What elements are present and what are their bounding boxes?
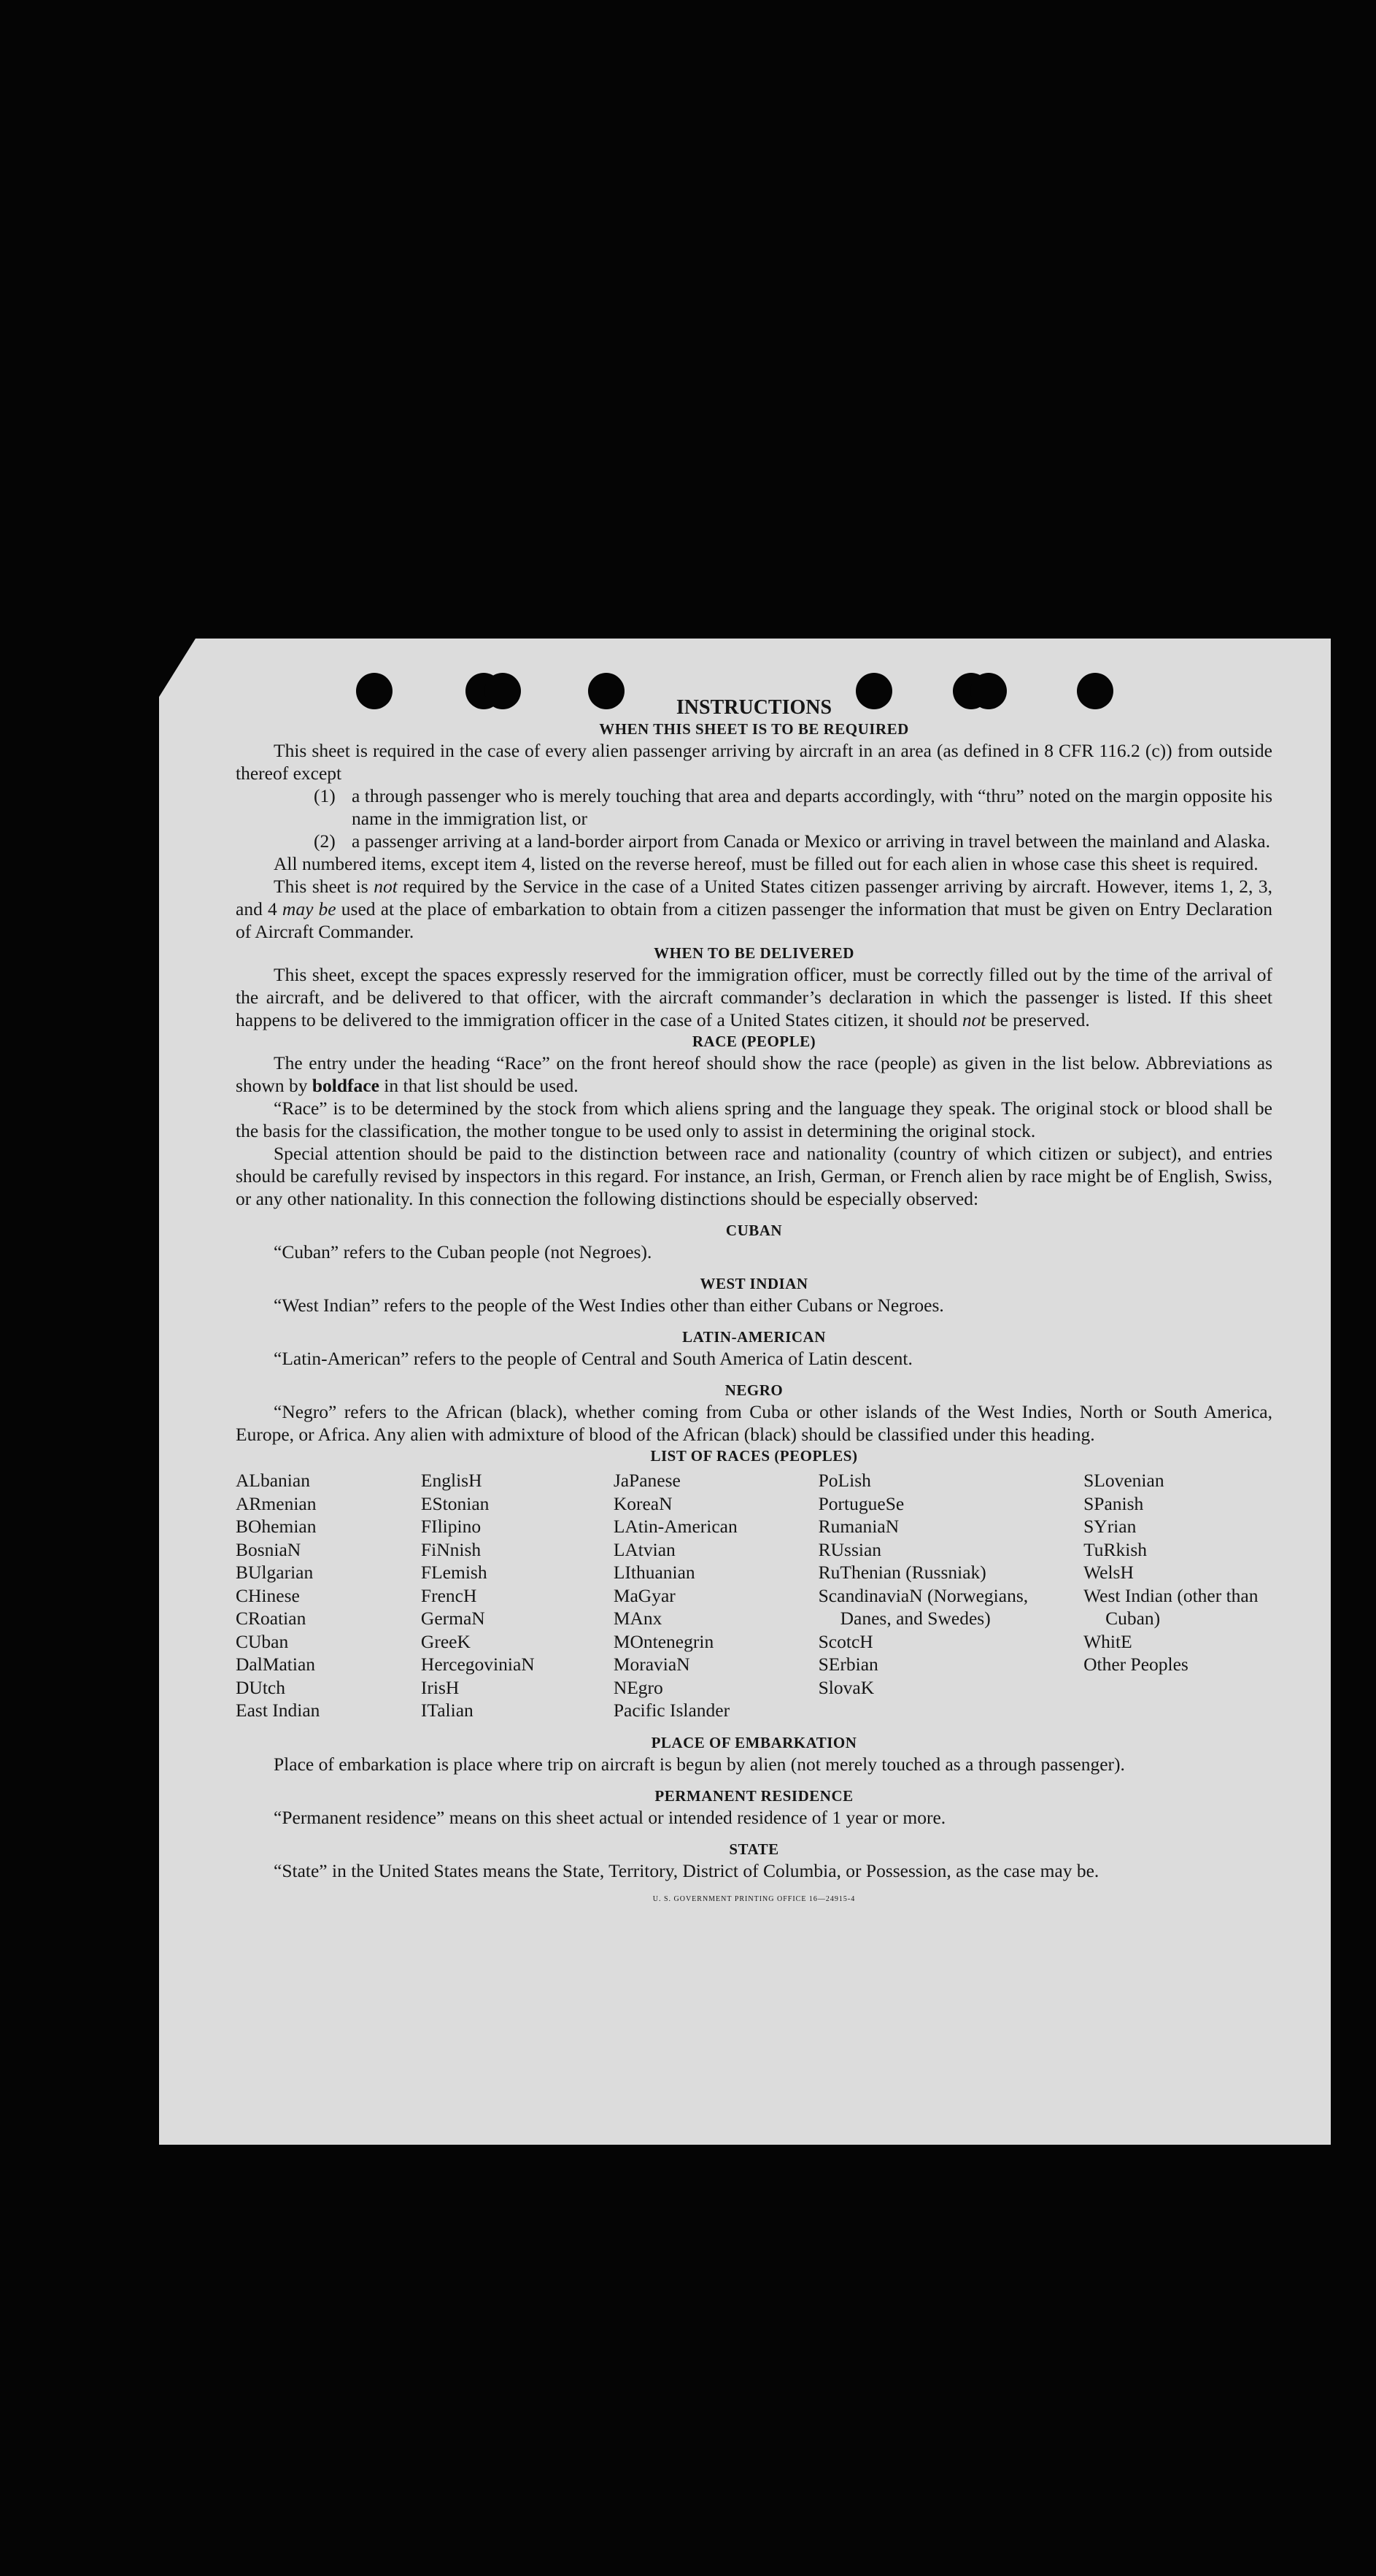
punch-hole [588,673,625,709]
race-entry: KoreaN [613,1492,673,1514]
race-entry: MOntenegrin [613,1630,714,1652]
race-entry: SYrian [1083,1516,1137,1537]
race-entry: FrencH [420,1584,477,1606]
race-entry: DalMatian [236,1654,316,1675]
race-entry: EnglisH [420,1470,482,1491]
race-entry: LIthuanian [613,1562,695,1583]
race-entry: ScotcH [818,1630,873,1652]
paragraph: “Latin-American” refers to the people of Central and South America of Latin descent. [274,1348,913,1369]
race-entry: DUtch [236,1676,285,1698]
race-entry: SPanish [1083,1492,1144,1514]
race-entry: LAtvian [613,1538,676,1560]
race-entry: GreeK [420,1630,471,1652]
instruction-sheet [159,639,1331,2145]
race-entry: LAtin-American [613,1516,738,1537]
race-entry: Other Peoples [1083,1654,1188,1675]
race-entry: SLovenian [1083,1470,1164,1491]
race-entry: WelsH [1083,1562,1134,1583]
race-entry: SlovaK [818,1676,875,1698]
printer-imprint: U. S. GOVERNMENT PRINTING OFFICE 16—24915-4 [652,1894,856,1903]
race-entry: BosniaN [236,1538,301,1560]
race-entry: Pacific Islander [613,1700,730,1721]
race-entry: RumaniaN [818,1516,900,1537]
punch-hole [856,673,892,709]
race-column [819,1469,1083,1722]
race-list [236,1469,1272,1722]
race-column [614,1469,819,1722]
race-entry: CRoatian [236,1608,306,1629]
race-entry: MoraviaN [613,1654,690,1675]
section-heading-required: WHEN THIS SHEET IS TO BE REQUIRED [599,720,909,738]
punch-hole [484,673,521,709]
paragraph: This sheet is required in the case of every alien passenger arriving by aircraft in an area (as defined in 8 CFR 116.2 (c)) from outside thereof except [236,740,1272,784]
race-entry: EStonian [420,1492,490,1514]
race-entry: East Indian [236,1700,320,1721]
race-entry: PoLish [818,1470,871,1491]
list-item: (1) a through passenger who is merely touching that area and departs accordingly, with “thru” noted on the margin opposite his name in the immigration list, or [314,785,1272,829]
paragraph: This sheet is not required by the Service in the case of a United States citizen passenger arriving by aircraft. However, items 1, 2, 3, and 4 may be used at the place of embarkation to obtain from a citizen passenger the information that must be given on Entry Declaration of Aircraft Commander. [236,876,1272,942]
race-entry: MaGyar [613,1584,676,1606]
paragraph: “Cuban” refers to the Cuban people (not Negroes). [274,1241,652,1262]
punch-hole [970,673,1007,709]
race-entry: PortugueSe [818,1492,905,1514]
race-entry: ITalian [420,1700,474,1721]
race-entry: RUssian [818,1538,882,1560]
paragraph: Place of embarkation is place where trip on aircraft is begun by alien (not merely touched as a through passenger). [274,1753,1125,1775]
paragraph: “Race” is to be determined by the stock from which aliens spring and the language they speak. The original stock or blood shall be the basis for the classification, the mother tongue to be used only to assist in determining the original stock. [236,1098,1272,1141]
section-heading-west-indian: WEST INDIAN [700,1275,808,1292]
paragraph: “Permanent residence” means on this sheet actual or intended residence of 1 year or more. [274,1806,946,1828]
race-entry: ARmenian [236,1492,317,1514]
punch-hole [356,673,393,709]
section-heading-embarkation: PLACE OF EMBARKATION [651,1733,857,1751]
paragraph: “State” in the United States means the State, Territory, District of Columbia, or Possession, as the case may be. [274,1859,1099,1881]
race-entry: BOhemian [236,1516,317,1537]
race-entry: CHinese [236,1584,300,1606]
race-entry: FIlipino [420,1516,482,1537]
paragraph: Special attention should be paid to the distinction between race and nationality (country of which citizen or subject), and entries should be carefully revised by inspectors in this regard. For instance, an Irish, German, or French alien by race might be of English, Swiss, or any other nationality. In this connection the following distinctions should be especially observed: [236,1143,1272,1209]
race-column [236,1469,421,1722]
section-heading-cuban: CUBAN [725,1222,783,1239]
race-entry: BUlgarian [236,1562,314,1583]
section-heading-negro: NEGRO [724,1381,784,1399]
list-item: (2) a passenger arriving at a land-border airport from Canada or Mexico or arriving in travel between the mainland and Alaska. [314,830,1270,852]
race-entry: HercegoviniaN [420,1654,535,1675]
folded-corner [159,639,196,697]
race-entry: RuThenian (Russniak) [818,1562,986,1583]
race-entry: ALbanian [236,1470,310,1491]
paragraph: “Negro” refers to the African (black), whether coming from Cuba or other islands of the West Indies, North or South America, Europe, or Africa. Any alien with admixture of blood of the African (black) should be classified under this heading. [236,1401,1272,1445]
race-entry: FLemish [420,1562,487,1583]
paragraph: This sheet, except the spaces expressly reserved for the immigration officer, must be correctly filled out by the time of the arrival of the aircraft, and be delivered to that officer, with the aircraft commander’s declaration in which the passenger is listed. If this sheet happens to be delivered to the immigration officer in the case of a United States citizen, it should not be preserved. [236,964,1272,1030]
paragraph: All numbered items, except item 4, listed on the reverse hereof, must be filled out for each alien in whose case this sheet is required. [274,853,1259,874]
race-entry: CUban [236,1630,289,1652]
section-heading-race-list: LIST OF RACES (PEOPLES) [650,1447,858,1465]
race-entry: SErbian [818,1654,878,1675]
punch-hole [1077,673,1113,709]
race-entry: IrisH [420,1676,460,1698]
section-heading-latin-american: LATIN-AMERICAN [682,1328,826,1346]
section-heading-delivered: WHEN TO BE DELIVERED [654,944,854,962]
race-entry: ScandinaviaN (Norwegians, Danes, and Swedes) [818,1584,1029,1629]
page-title: INSTRUCTIONS [676,696,832,719]
race-column [1083,1469,1272,1722]
race-entry: FiNnish [420,1538,482,1560]
section-heading-race: RACE (PEOPLE) [692,1033,816,1050]
section-heading-residence: PERMANENT RESIDENCE [654,1786,854,1805]
race-entry: TuRkish [1083,1538,1148,1560]
race-entry: JaPanese [613,1470,681,1491]
race-entry: GermaN [420,1608,485,1629]
race-entry: West Indian (other than Cuban) [1083,1584,1259,1629]
paragraph: The entry under the heading “Race” on the front hereof should show the race (people) as given in the list below. Abbreviations as shown by boldface in that list should be used. [236,1052,1272,1096]
race-entry: WhitE [1083,1630,1132,1652]
race-entry: MAnx [613,1608,662,1629]
section-heading-state: STATE [729,1840,779,1858]
paragraph: “West Indian” refers to the people of the West Indies other than either Cubans or Negroes. [274,1295,944,1316]
race-column [421,1469,614,1722]
race-entry: NEgro [613,1676,663,1698]
